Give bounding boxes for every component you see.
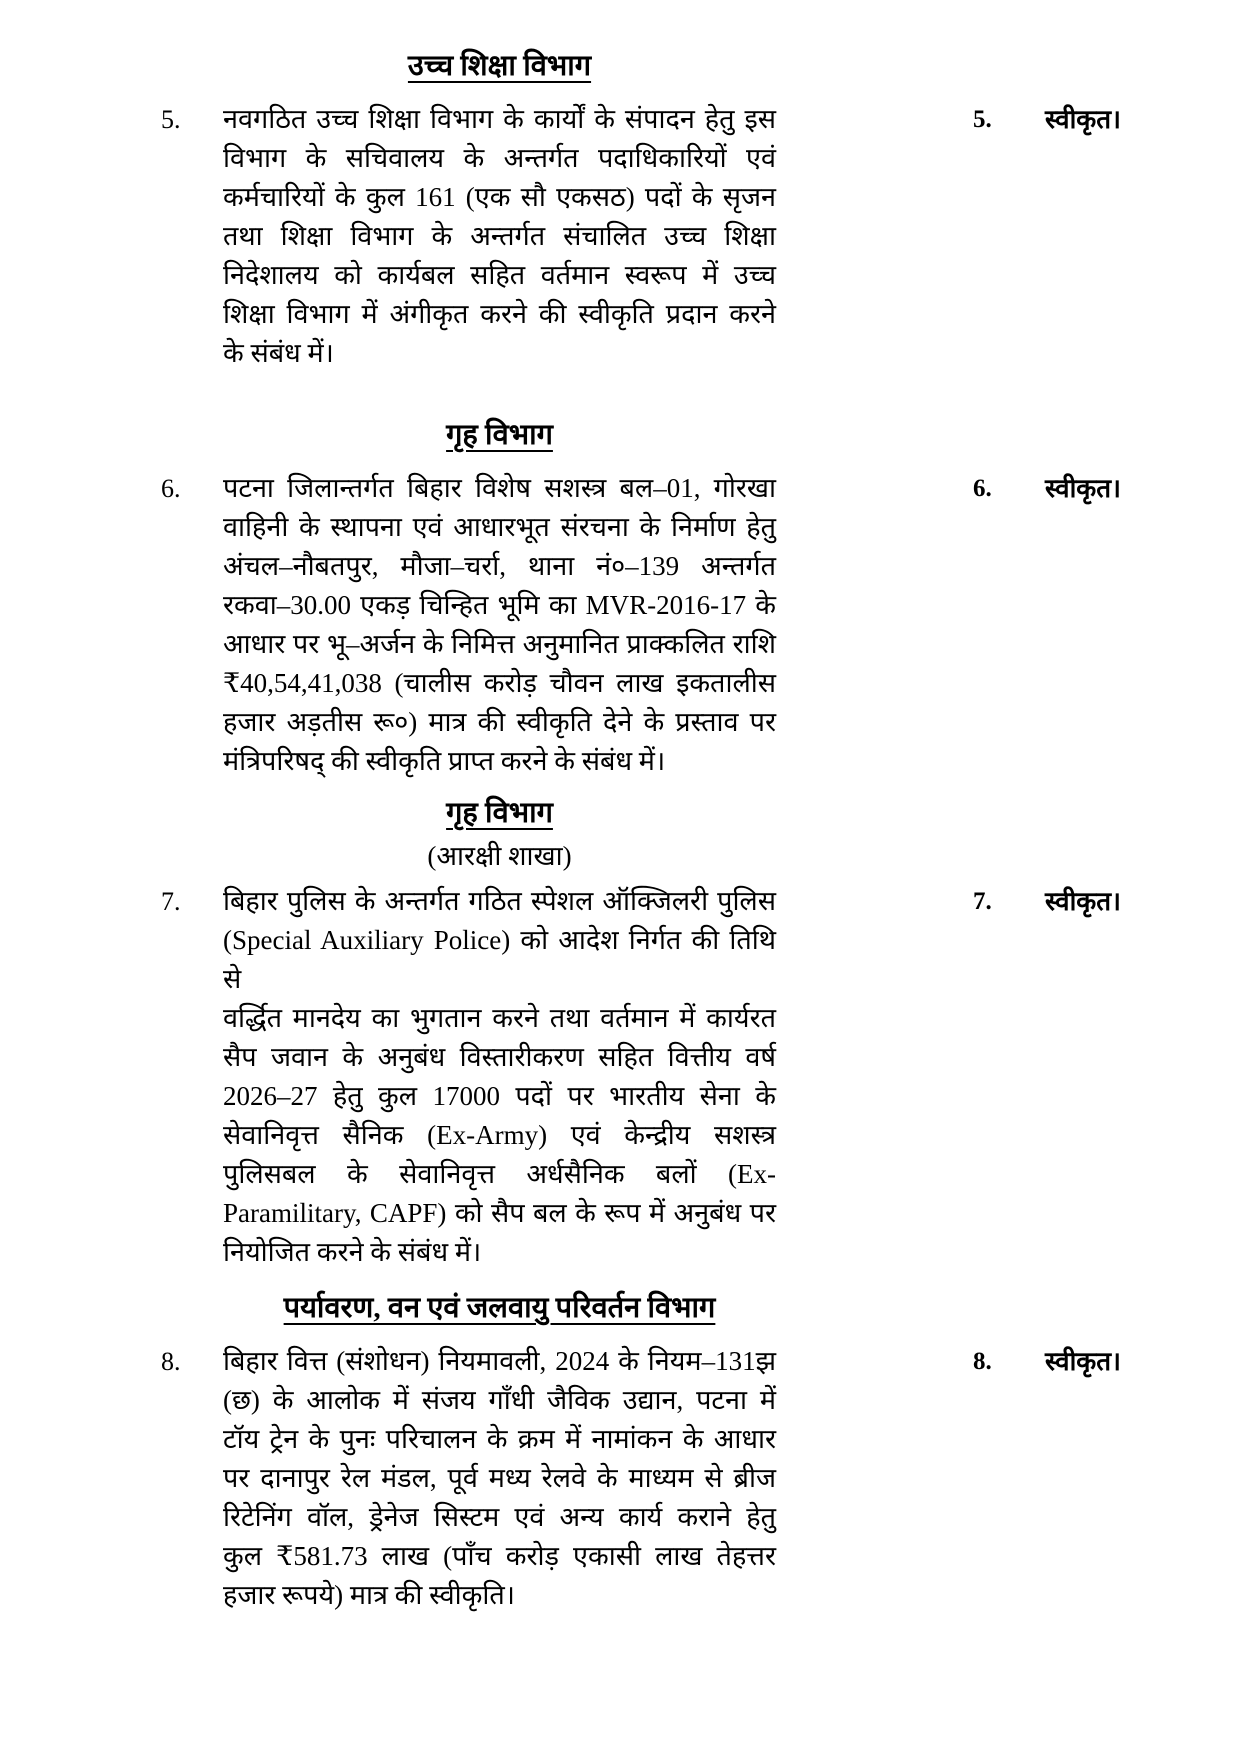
paragraph-line: नवगठित उच्च शिक्षा विभाग के कार्यों के संपादन हेतु इस [223,104,776,134]
department-heading-text: गृह विभाग [446,419,553,451]
paragraph-line: मंत्रिपरिषद् की स्वीकृति प्राप्त करने के संबंध में। [223,746,666,776]
paragraph-line: निदेशालय को कार्यबल सहित वर्तमान स्वरूप में उच्च [223,260,776,290]
paragraph-line: 2026–27 हेतु कुल 17000 पदों पर भारतीय सेना के [223,1081,776,1111]
paragraph-line: (छ) के आलोक में संजय गाँधी जैविक उद्यान, पटना में [223,1385,776,1415]
item-number: 7. [161,887,181,916]
paragraph-line: अंचल–नौबतपुर, मौजा–चर्रा, थाना नं०–139 अन्तर्गत [223,551,776,581]
item-paragraph [223,469,776,781]
paragraph-line: वर्द्धित मानदेय का भुगतान करने तथा वर्तमान में कार्यरत [223,1003,776,1033]
department-heading-text: उच्च शिक्षा विभाग [407,50,592,82]
agenda-item-row [0,100,1241,373]
department-heading-text: पर्यावरण, वन एवं जलवायु परिवर्तन विभाग [283,1292,716,1324]
department-heading [223,46,776,86]
agenda-sections [0,46,1241,1615]
status-label: स्वीकृत। [1045,474,1121,503]
paragraph-line: पुलिसबल के सेवानिवृत्त अर्धसैनिक बलों (Ex- [223,1159,776,1189]
status-item-number: 7. [973,888,992,915]
item-number: 6. [161,474,181,503]
item-number: 5. [161,105,181,134]
department-subheading: (आरक्षी शाखा) [427,841,572,871]
status-label: स्वीकृत। [1045,1347,1121,1376]
status-item-number: 5. [973,106,992,133]
paragraph-line: तथा शिक्षा विभाग के अन्तर्गत संचालित उच्च शिक्षा [223,221,776,251]
paragraph-line: (Special Auxiliary Police) को आदेश निर्गत की तिथि से [223,925,776,994]
paragraph-line: के संबंध में। [223,338,334,368]
agenda-item-row [0,882,1241,1272]
item-number: 8. [161,1347,181,1376]
paragraph-line: नियोजित करने के संबंध में। [223,1237,482,1267]
paragraph-line: कुल ₹581.73 लाख (पाँच करोड़ एकासी लाख तेहत्तर [223,1541,776,1571]
agenda-section [0,1288,1241,1615]
department-heading-text: गृह विभाग [446,797,553,829]
paragraph-line: शिक्षा विभाग में अंगीकृत करने की स्वीकृति प्रदान करने [223,299,776,329]
status-item-number: 8. [973,1348,992,1375]
paragraph-line: वाहिनी के स्थापना एवं आधारभूत संरचना के निर्माण हेतु [223,512,776,542]
paragraph-line: पर दानापुर रेल मंडल, पूर्व मध्य रेलवे के माध्यम से ब्रीज [223,1463,776,1493]
paragraph-line: विभाग के सचिवालय के अन्तर्गत पदाधिकारियों एवं [223,143,776,173]
paragraph-line: रिटेनिंग वॉल, ड्रेनेज सिस्टम एवं अन्य कार्य कराने हेतु [223,1502,776,1532]
department-heading [223,1288,776,1328]
agenda-item-row [0,469,1241,781]
paragraph-line: हजार अड़तीस रू०) मात्र की स्वीकृति देने के प्रस्ताव पर [223,707,776,737]
paragraph-line: सैप जवान के अनुबंध विस्तारीकरण सहित वित्तीय वर्ष [223,1042,776,1072]
status-label: स्वीकृत। [1045,105,1121,134]
paragraph-line: बिहार पुलिस के अन्तर्गत गठित स्पेशल ऑक्जिलरी पुलिस [223,886,776,916]
department-heading [223,415,776,455]
agenda-item-row [0,1342,1241,1615]
item-paragraph [223,882,776,1272]
item-paragraph [223,1342,776,1615]
status-item-number: 6. [973,475,992,502]
department-heading [223,793,776,833]
paragraph-line: रकवा–30.00 एकड़ चिन्हित भूमि का MVR-2016-17 के [223,590,776,620]
paragraph-line: हजार रूपये) मात्र की स्वीकृति। [223,1580,516,1610]
paragraph-line: बिहार वित्त (संशोधन) नियमावली, 2024 के नियम–131झ [223,1346,776,1376]
paragraph-line: आधार पर भू–अर्जन के निमित्त अनुमानित प्राक्कलित राशि [223,629,776,659]
item-paragraph [223,100,776,373]
paragraph-line: टॉय ट्रेन के पुनः परिचालन के क्रम में नामांकन के आधार [223,1424,776,1454]
paragraph-line: कर्मचारियों के कुल 161 (एक सौ एकसठ) पदों के सृजन [223,182,776,212]
paragraph-line: Paramilitary, CAPF) को सैप बल के रूप में अनुबंध पर [223,1198,776,1228]
agenda-section [0,415,1241,781]
agenda-section [0,46,1241,373]
paragraph-line: सेवानिवृत्त सैनिक (Ex-Army) एवं केन्द्रीय सशस्त्र [223,1120,776,1150]
paragraph-line: पटना जिलान्तर्गत बिहार विशेष सशस्त्र बल–01, गोरखा [223,473,776,503]
paragraph-line: ₹40,54,41,038 (चालीस करोड़ चौवन लाख इकतालीस [223,668,776,698]
agenda-section [0,793,1241,1272]
status-label: स्वीकृत। [1045,887,1121,916]
